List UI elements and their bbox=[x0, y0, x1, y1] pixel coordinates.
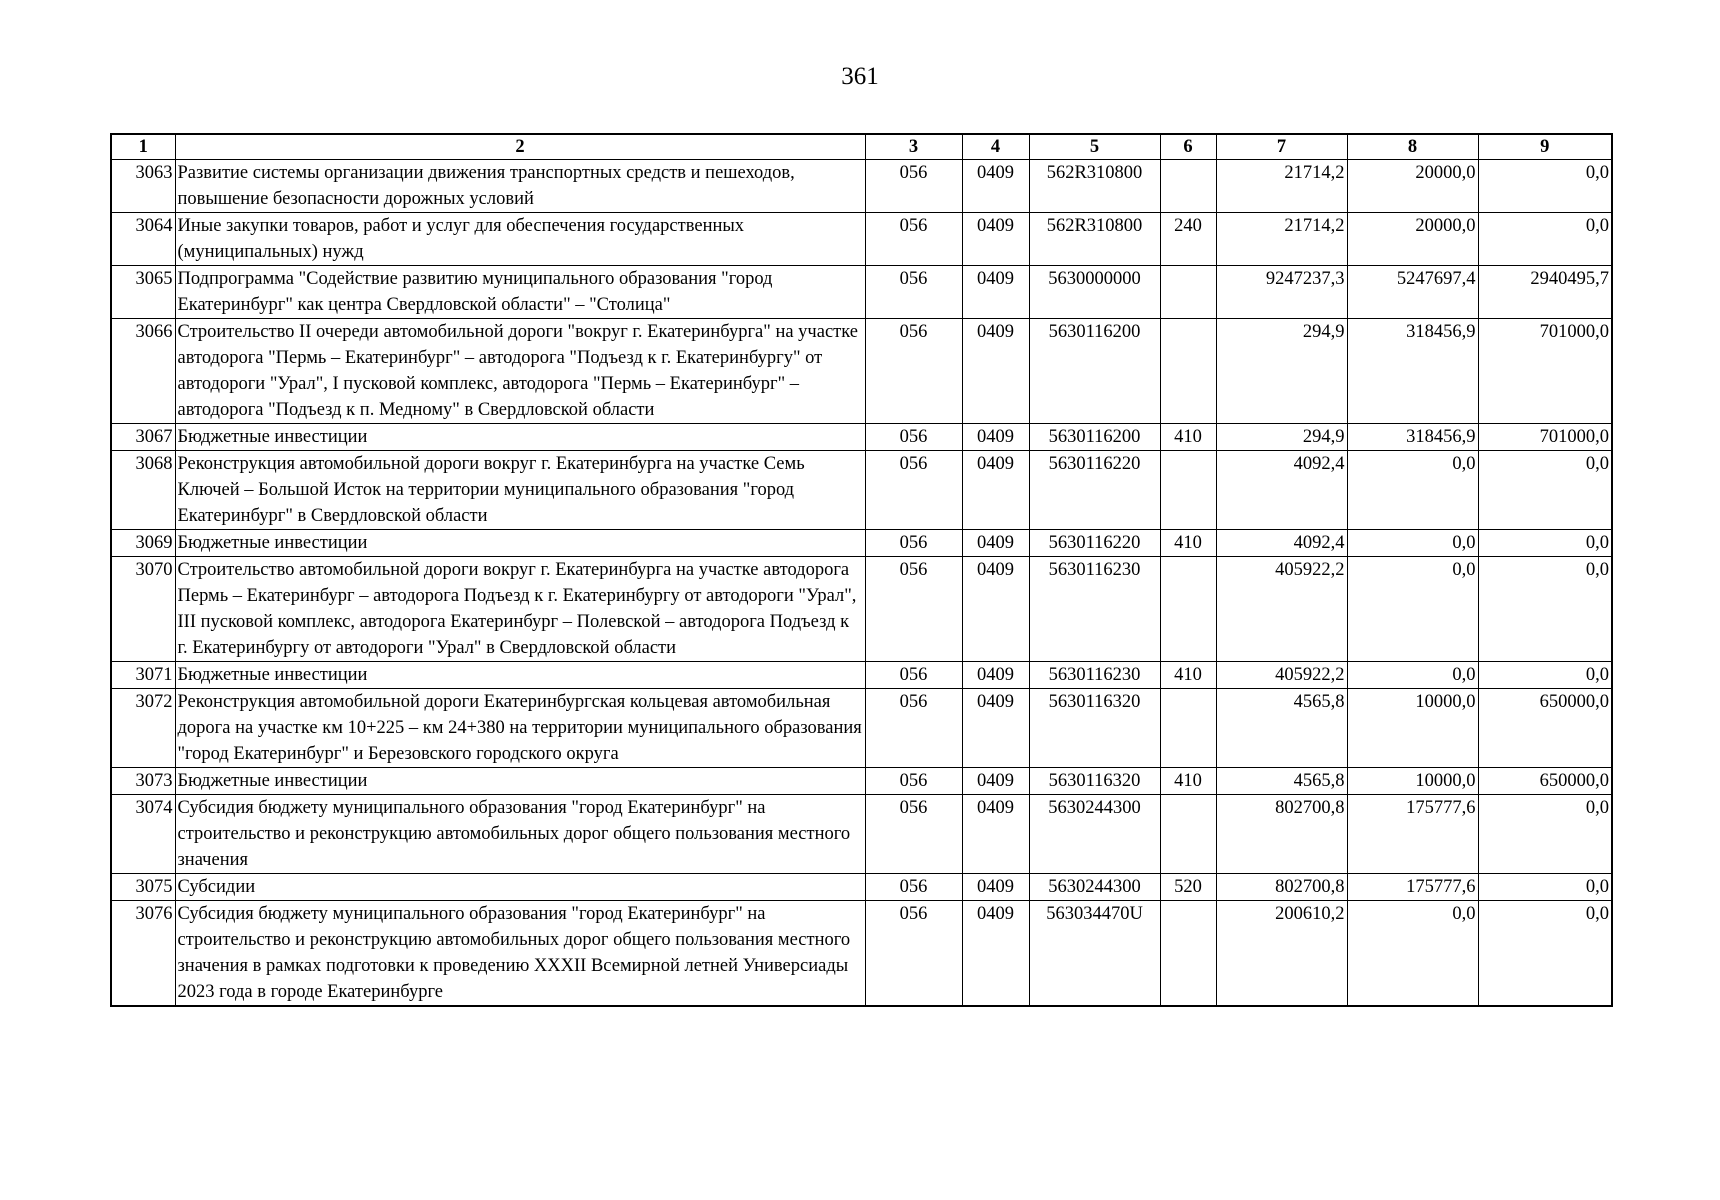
ministry-code: 056 bbox=[865, 557, 962, 662]
amount-year-2: 0,0 bbox=[1347, 530, 1478, 557]
amount-year-2: 5247697,4 bbox=[1347, 266, 1478, 319]
amount-year-1: 200610,2 bbox=[1216, 901, 1347, 1007]
item-name: Субсидии bbox=[175, 874, 865, 901]
column-header: 6 bbox=[1160, 134, 1216, 160]
column-header: 1 bbox=[111, 134, 175, 160]
section-code: 0409 bbox=[962, 424, 1029, 451]
expense-type-code: 410 bbox=[1160, 530, 1216, 557]
row-number: 3071 bbox=[111, 662, 175, 689]
row-number: 3069 bbox=[111, 530, 175, 557]
amount-year-3: 0,0 bbox=[1478, 557, 1612, 662]
amount-year-3: 701000,0 bbox=[1478, 319, 1612, 424]
expense-type-code bbox=[1160, 901, 1216, 1007]
column-header: 8 bbox=[1347, 134, 1478, 160]
section-code: 0409 bbox=[962, 874, 1029, 901]
budget-table bbox=[110, 133, 1613, 1007]
amount-year-3: 0,0 bbox=[1478, 662, 1612, 689]
expense-type-code bbox=[1160, 689, 1216, 768]
ministry-code: 056 bbox=[865, 213, 962, 266]
item-name: Строительство автомобильной дороги вокруг г. Екатеринбурга на участке автодорога Пермь – Екатеринбург – автодорога Подъезд к г. Екатеринбургу от автодороги "Урал", III пусковой комплекс, автодорога Екатеринбург – Полевской – автодорога Подъезд к г. Екатеринбургу от автодороги "Урал" в Свердловской области bbox=[175, 557, 865, 662]
target-code: 5630116200 bbox=[1029, 319, 1160, 424]
expense-type-code: 410 bbox=[1160, 424, 1216, 451]
amount-year-3: 650000,0 bbox=[1478, 689, 1612, 768]
item-name: Иные закупки товаров, работ и услуг для обеспечения государственных (муниципальных) нужд bbox=[175, 213, 865, 266]
amount-year-2: 318456,9 bbox=[1347, 319, 1478, 424]
table-row bbox=[111, 874, 1612, 901]
amount-year-3: 0,0 bbox=[1478, 795, 1612, 874]
amount-year-3: 0,0 bbox=[1478, 451, 1612, 530]
amount-year-1: 4092,4 bbox=[1216, 530, 1347, 557]
column-header: 4 bbox=[962, 134, 1029, 160]
expense-type-code: 520 bbox=[1160, 874, 1216, 901]
amount-year-1: 21714,2 bbox=[1216, 160, 1347, 213]
row-number: 3066 bbox=[111, 319, 175, 424]
page-number: 361 bbox=[841, 63, 879, 90]
table-row bbox=[111, 530, 1612, 557]
expense-type-code: 410 bbox=[1160, 768, 1216, 795]
target-code: 562R310800 bbox=[1029, 213, 1160, 266]
amount-year-3: 0,0 bbox=[1478, 160, 1612, 213]
item-name: Реконструкция автомобильной дороги Екатеринбургская кольцевая автомобильная дорога на участке км 10+225 – км 24+380 на территории муниципального образования "город Екатеринбург" и Березовского городского округа bbox=[175, 689, 865, 768]
amount-year-2: 10000,0 bbox=[1347, 689, 1478, 768]
target-code: 5630000000 bbox=[1029, 266, 1160, 319]
expense-type-code bbox=[1160, 557, 1216, 662]
target-code: 562R310800 bbox=[1029, 160, 1160, 213]
ministry-code: 056 bbox=[865, 319, 962, 424]
column-header: 3 bbox=[865, 134, 962, 160]
ministry-code: 056 bbox=[865, 266, 962, 319]
section-code: 0409 bbox=[962, 266, 1029, 319]
row-number: 3070 bbox=[111, 557, 175, 662]
amount-year-3: 2940495,7 bbox=[1478, 266, 1612, 319]
ministry-code: 056 bbox=[865, 689, 962, 768]
amount-year-3: 650000,0 bbox=[1478, 768, 1612, 795]
section-code: 0409 bbox=[962, 160, 1029, 213]
row-number: 3067 bbox=[111, 424, 175, 451]
amount-year-2: 175777,6 bbox=[1347, 795, 1478, 874]
amount-year-2: 0,0 bbox=[1347, 557, 1478, 662]
item-name: Подпрограмма "Содействие развитию муниципального образования "город Екатеринбург" как центра Свердловской области" – "Столица" bbox=[175, 266, 865, 319]
amount-year-1: 4565,8 bbox=[1216, 689, 1347, 768]
amount-year-2: 20000,0 bbox=[1347, 213, 1478, 266]
amount-year-1: 802700,8 bbox=[1216, 795, 1347, 874]
amount-year-3: 701000,0 bbox=[1478, 424, 1612, 451]
target-code: 5630116230 bbox=[1029, 557, 1160, 662]
section-code: 0409 bbox=[962, 213, 1029, 266]
row-number: 3064 bbox=[111, 213, 175, 266]
target-code: 5630116220 bbox=[1029, 530, 1160, 557]
row-number: 3075 bbox=[111, 874, 175, 901]
section-code: 0409 bbox=[962, 451, 1029, 530]
ministry-code: 056 bbox=[865, 795, 962, 874]
target-code: 5630116220 bbox=[1029, 451, 1160, 530]
table-row bbox=[111, 689, 1612, 768]
item-name: Бюджетные инвестиции bbox=[175, 662, 865, 689]
amount-year-2: 0,0 bbox=[1347, 662, 1478, 689]
table-row bbox=[111, 266, 1612, 319]
table-row bbox=[111, 768, 1612, 795]
table-row bbox=[111, 160, 1612, 213]
item-name: Субсидия бюджету муниципального образования "город Екатеринбург" на строительство и реконструкцию автомобильных дорог общего пользования местного значения bbox=[175, 795, 865, 874]
row-number: 3065 bbox=[111, 266, 175, 319]
table-body bbox=[111, 160, 1612, 1007]
amount-year-1: 294,9 bbox=[1216, 424, 1347, 451]
target-code: 5630116320 bbox=[1029, 689, 1160, 768]
expense-type-code: 240 bbox=[1160, 213, 1216, 266]
amount-year-1: 405922,2 bbox=[1216, 662, 1347, 689]
ministry-code: 056 bbox=[865, 662, 962, 689]
target-code: 5630116320 bbox=[1029, 768, 1160, 795]
column-header: 9 bbox=[1478, 134, 1612, 160]
target-code: 5630116200 bbox=[1029, 424, 1160, 451]
section-code: 0409 bbox=[962, 768, 1029, 795]
ministry-code: 056 bbox=[865, 424, 962, 451]
expense-type-code bbox=[1160, 795, 1216, 874]
table-row bbox=[111, 424, 1612, 451]
amount-year-2: 318456,9 bbox=[1347, 424, 1478, 451]
ministry-code: 056 bbox=[865, 451, 962, 530]
amount-year-2: 10000,0 bbox=[1347, 768, 1478, 795]
target-code: 5630244300 bbox=[1029, 795, 1160, 874]
section-code: 0409 bbox=[962, 557, 1029, 662]
row-number: 3073 bbox=[111, 768, 175, 795]
amount-year-2: 175777,6 bbox=[1347, 874, 1478, 901]
table-row bbox=[111, 901, 1612, 1007]
item-name: Развитие системы организации движения транспортных средств и пешеходов, повышение безопасности дорожных условий bbox=[175, 160, 865, 213]
table-row bbox=[111, 319, 1612, 424]
table-row bbox=[111, 662, 1612, 689]
column-header: 2 bbox=[175, 134, 865, 160]
target-code: 5630244300 bbox=[1029, 874, 1160, 901]
amount-year-2: 0,0 bbox=[1347, 451, 1478, 530]
amount-year-3: 0,0 bbox=[1478, 530, 1612, 557]
item-name: Бюджетные инвестиции bbox=[175, 530, 865, 557]
amount-year-2: 20000,0 bbox=[1347, 160, 1478, 213]
table-row bbox=[111, 557, 1612, 662]
row-number: 3074 bbox=[111, 795, 175, 874]
amount-year-1: 21714,2 bbox=[1216, 213, 1347, 266]
table-row bbox=[111, 213, 1612, 266]
ministry-code: 056 bbox=[865, 530, 962, 557]
row-number: 3076 bbox=[111, 901, 175, 1007]
ministry-code: 056 bbox=[865, 874, 962, 901]
section-code: 0409 bbox=[962, 689, 1029, 768]
amount-year-1: 9247237,3 bbox=[1216, 266, 1347, 319]
item-name: Реконструкция автомобильной дороги вокруг г. Екатеринбурга на участке Семь Ключей – Большой Исток на территории муниципального образования "город Екатеринбург" в Свердловской области bbox=[175, 451, 865, 530]
header-row bbox=[111, 134, 1612, 160]
row-number: 3068 bbox=[111, 451, 175, 530]
row-number: 3063 bbox=[111, 160, 175, 213]
item-name: Бюджетные инвестиции bbox=[175, 768, 865, 795]
expense-type-code bbox=[1160, 451, 1216, 530]
target-code: 563034470U bbox=[1029, 901, 1160, 1007]
expense-type-code bbox=[1160, 160, 1216, 213]
amount-year-1: 802700,8 bbox=[1216, 874, 1347, 901]
ministry-code: 056 bbox=[865, 768, 962, 795]
section-code: 0409 bbox=[962, 319, 1029, 424]
amount-year-1: 4092,4 bbox=[1216, 451, 1347, 530]
target-code: 5630116230 bbox=[1029, 662, 1160, 689]
section-code: 0409 bbox=[962, 901, 1029, 1007]
amount-year-3: 0,0 bbox=[1478, 213, 1612, 266]
row-number: 3072 bbox=[111, 689, 175, 768]
section-code: 0409 bbox=[962, 795, 1029, 874]
amount-year-3: 0,0 bbox=[1478, 901, 1612, 1007]
table-row bbox=[111, 795, 1612, 874]
amount-year-1: 4565,8 bbox=[1216, 768, 1347, 795]
expense-type-code bbox=[1160, 266, 1216, 319]
item-name: Бюджетные инвестиции bbox=[175, 424, 865, 451]
table-row bbox=[111, 451, 1612, 530]
item-name: Строительство II очереди автомобильной дороги "вокруг г. Екатеринбурга" на участке автодорога "Пермь – Екатеринбург" – автодорога "Подъезд к г. Екатеринбургу" от автодороги "Урал", I пусковой комплекс, автодорога "Пермь – Екатеринбург" – автодорога "Подъезд к п. Медному" в Свердловской области bbox=[175, 319, 865, 424]
amount-year-2: 0,0 bbox=[1347, 901, 1478, 1007]
expense-type-code: 410 bbox=[1160, 662, 1216, 689]
expense-type-code bbox=[1160, 319, 1216, 424]
ministry-code: 056 bbox=[865, 901, 962, 1007]
amount-year-1: 294,9 bbox=[1216, 319, 1347, 424]
column-header: 7 bbox=[1216, 134, 1347, 160]
column-header: 5 bbox=[1029, 134, 1160, 160]
item-name: Субсидия бюджету муниципального образования "город Екатеринбург" на строительство и реконструкцию автомобильных дорог общего пользования местного значения в рамках подготовки к проведению XXXII Всемирной летней Универсиады 2023 года в городе Екатеринбурге bbox=[175, 901, 865, 1007]
amount-year-1: 405922,2 bbox=[1216, 557, 1347, 662]
section-code: 0409 bbox=[962, 530, 1029, 557]
section-code: 0409 bbox=[962, 662, 1029, 689]
ministry-code: 056 bbox=[865, 160, 962, 213]
amount-year-3: 0,0 bbox=[1478, 874, 1612, 901]
